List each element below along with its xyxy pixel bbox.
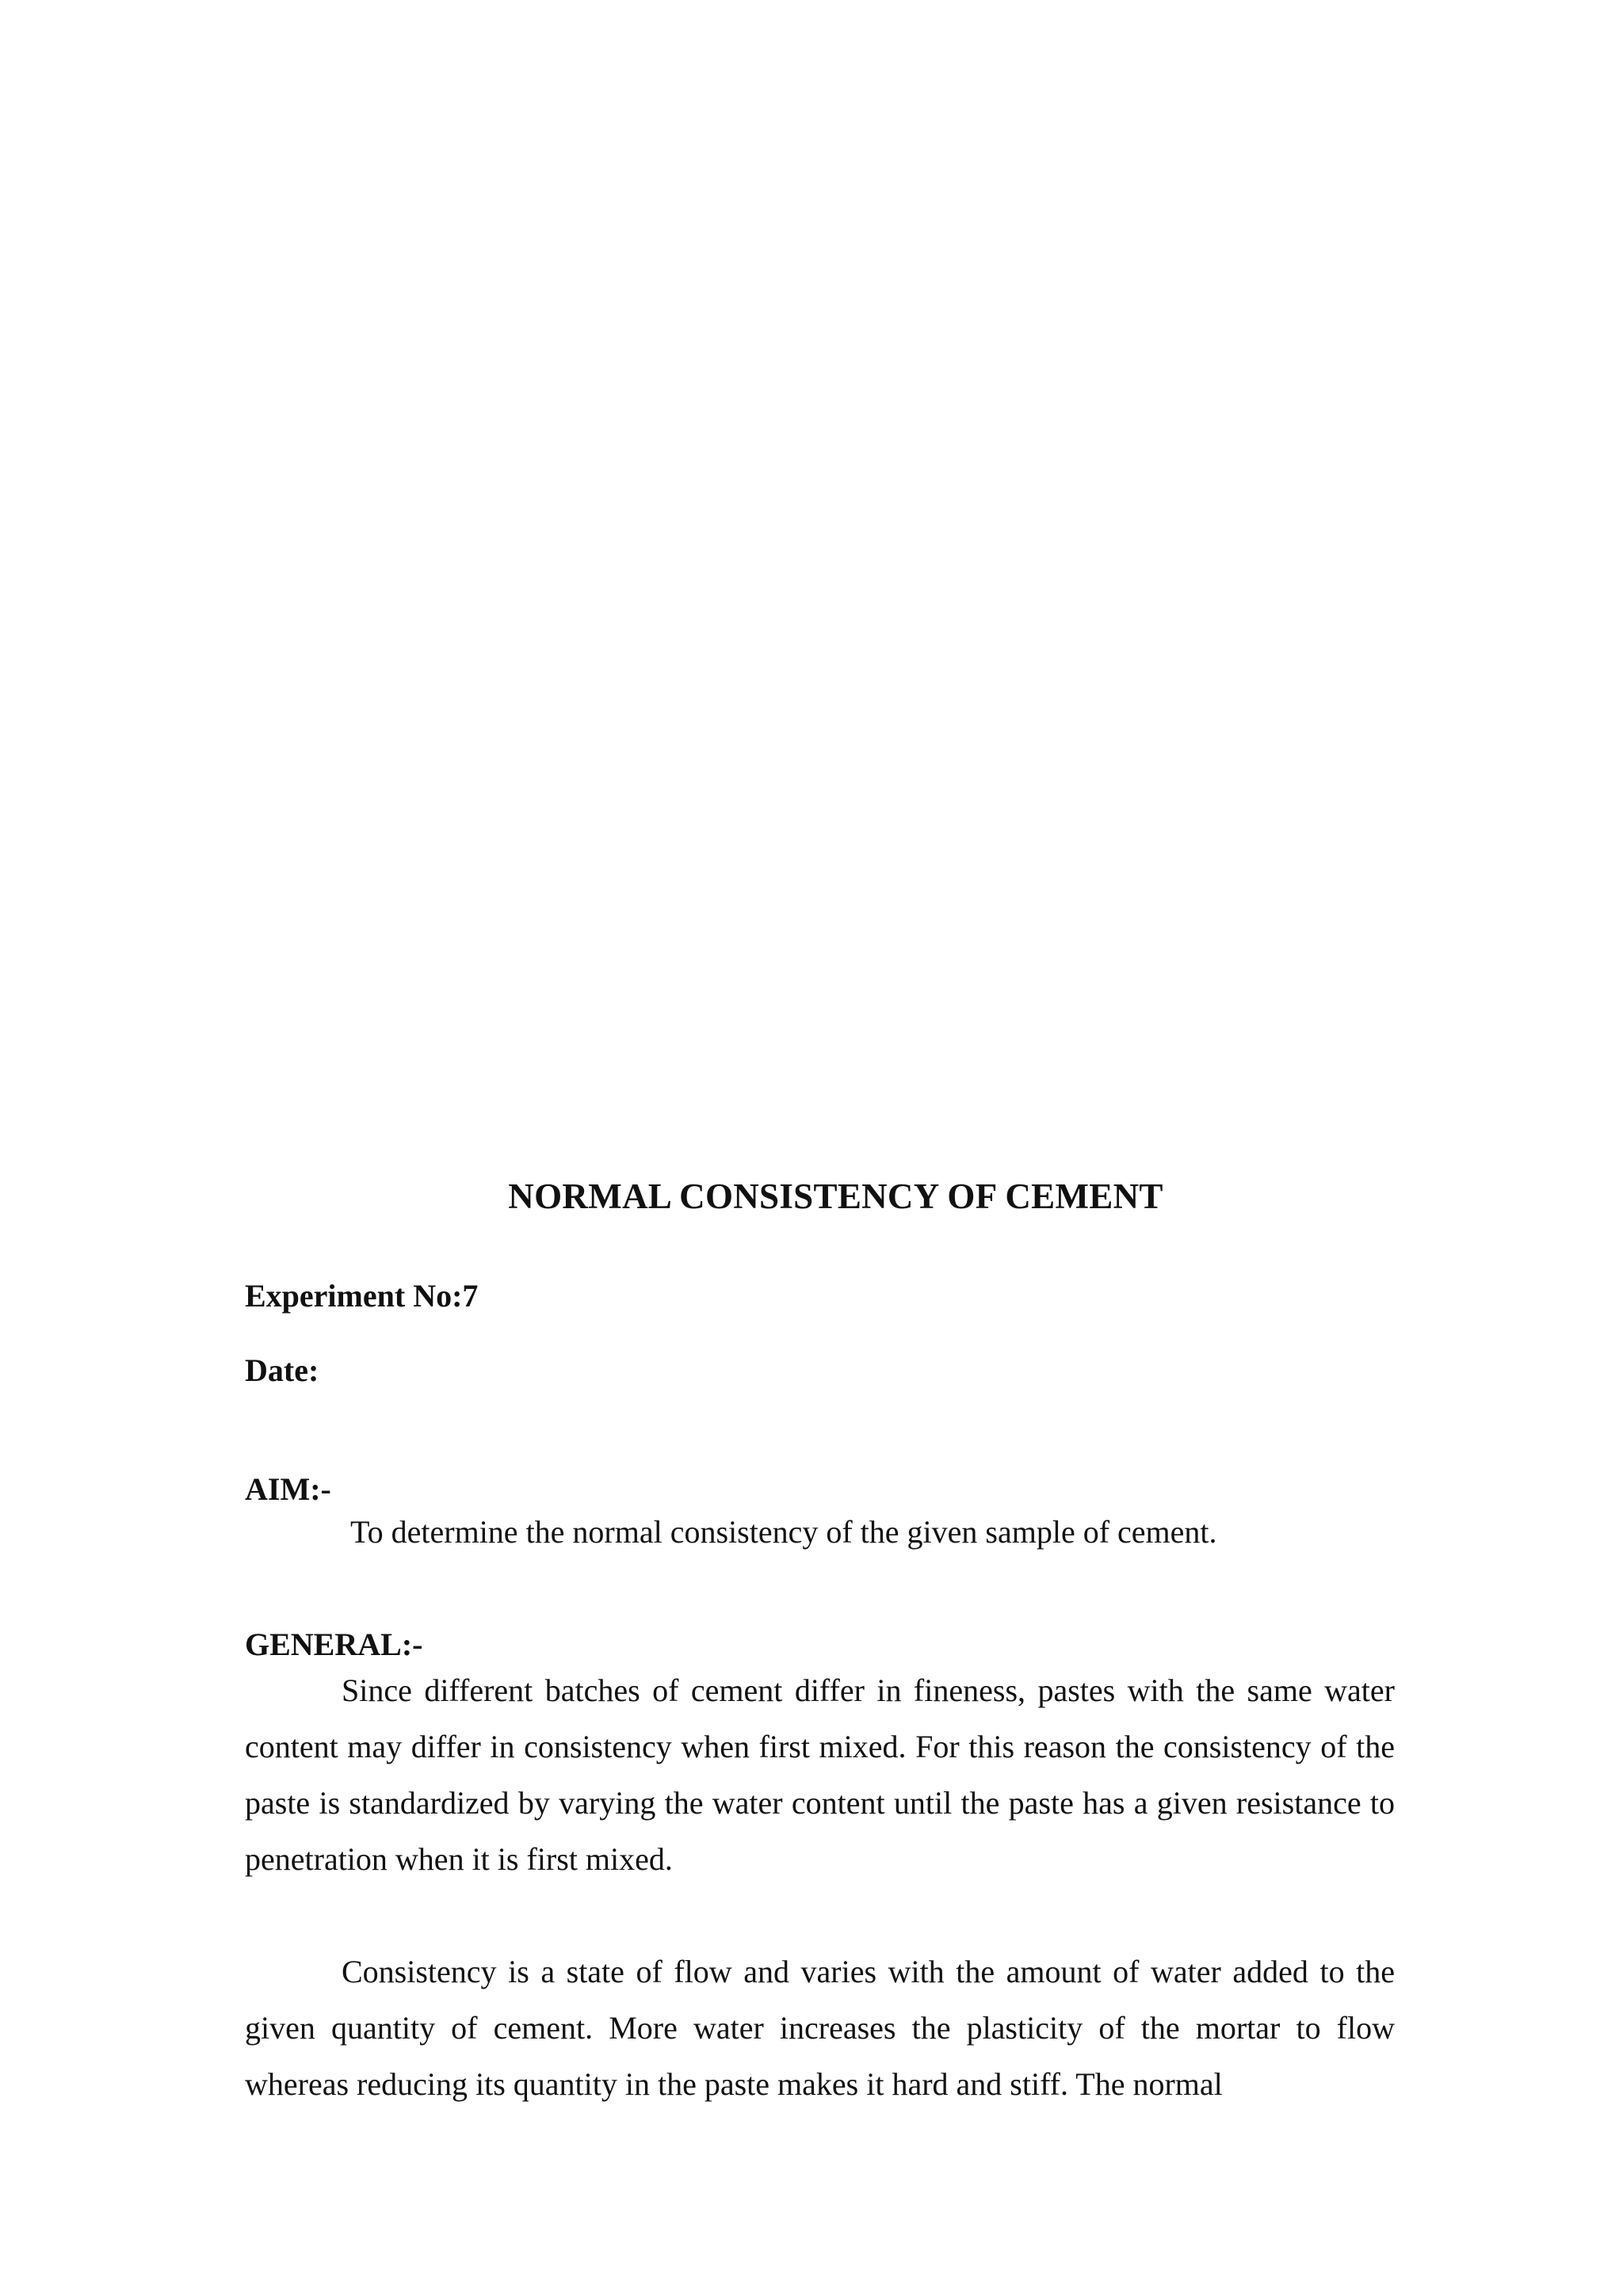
- document-title: NORMAL CONSISTENCY OF CEMENT: [508, 1177, 1163, 1216]
- aim-heading: AIM:-: [245, 1471, 331, 1507]
- general-paragraph-2: Consistency is a state of flow and varies with the amount of water added to the given quantity of cement. More water increases the plasticity of the mortar to flow whereas reducing its quantity in the paste makes it hard and stiff. The normal: [245, 1954, 1395, 2102]
- experiment-number: Experiment No:7: [245, 1278, 479, 1314]
- date-label: Date:: [245, 1352, 319, 1388]
- general-paragraph-1: Since different batches of cement differ in fineness, pastes with the same water content may differ in consistency when first mixed. For this reason the consistency of the paste is standardized by varying the water content until the paste has a given resistance to penetration when it is first mixed.: [245, 1672, 1395, 1877]
- aim-text: To determine the normal consistency of the given sample of cement.: [350, 1514, 1217, 1550]
- document-content: [245, 1173, 1395, 2112]
- general-heading: GENERAL:-: [245, 1627, 423, 1662]
